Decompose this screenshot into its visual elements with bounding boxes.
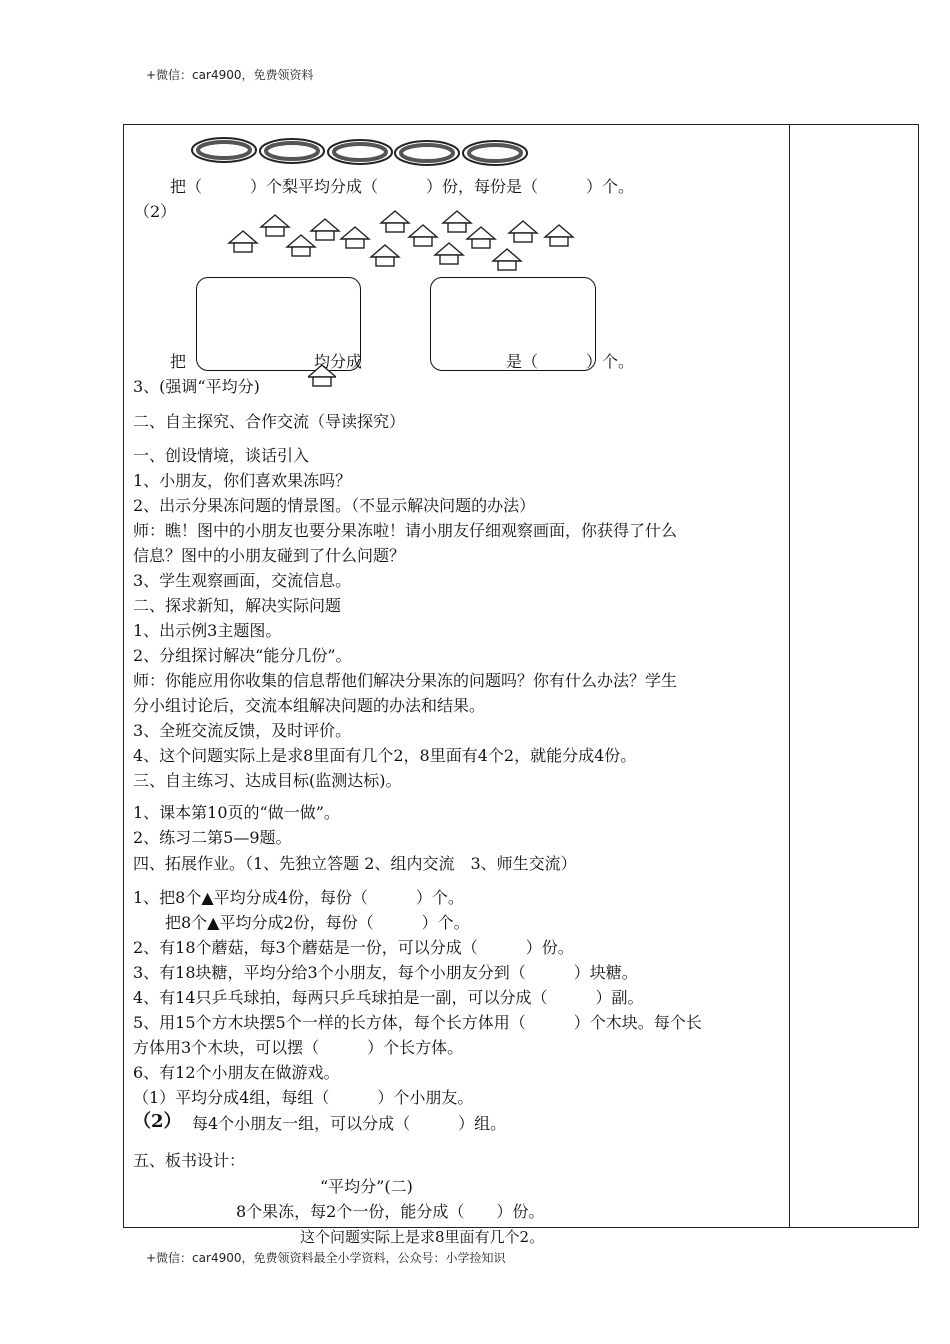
board-title: “平均分”(二) bbox=[320, 1177, 413, 1196]
page-header: +微信：car4900，免费领资料 bbox=[146, 68, 314, 82]
exercise-line: 5、用15个方木块摆5个一样的长方体，每个长方体用（ ）个木块。每个长 bbox=[133, 1013, 702, 1032]
exercise-line: 3、有18块糖，平均分给3个小朋友，每个小朋友分到（ ）块糖。 bbox=[133, 963, 638, 982]
exercise-line: 2、有18个蘑菇，每3个蘑菇是一份，可以分成（ ）份。 bbox=[133, 938, 574, 957]
houses-question: 把 均分成 是（ ）个。 bbox=[170, 352, 635, 371]
subsection-heading: 五、板书设计： bbox=[133, 1151, 246, 1170]
text-line: 3、全班交流反馈，及时评价。 bbox=[133, 721, 352, 740]
text-line: 3、学生观察画面，交流信息。 bbox=[133, 571, 352, 590]
board-line: 这个问题实际上是求8里面有几个2。 bbox=[300, 1228, 545, 1246]
pears-question: 把（ ）个梨平均分成（ ）份，每份是（ ）个。 bbox=[170, 177, 635, 196]
item-3: 3、(强调“平均分) bbox=[133, 377, 260, 396]
text-line: 1、出示例3主题图。 bbox=[133, 621, 282, 640]
text-line: 1、课本第10页的“做一做”。 bbox=[133, 803, 340, 822]
text-line: 2、出示分果冻问题的情景图。（不显示解决问题的办法） bbox=[133, 496, 536, 515]
exercise-label: （2） bbox=[133, 1111, 182, 1132]
board-line: 8个果冻，每2个一份，能分成（ ）份。 bbox=[236, 1202, 545, 1221]
text-line: 2、练习二第5—9题。 bbox=[133, 828, 292, 847]
plates-illustration bbox=[190, 134, 530, 174]
exercise-line: 方体用3个木块，可以摆（ ）个长方体。 bbox=[133, 1038, 464, 1057]
houses-illustration bbox=[225, 205, 585, 287]
text-line: 师：你能应用你收集的信息帮他们解决分果冻的问题吗？你有什么办法？学生 bbox=[133, 671, 678, 690]
text-line: 1、小朋友，你们喜欢果冻吗？ bbox=[133, 471, 352, 490]
subsection-heading: 四、拓展作业。（1、先独立答题 2、组内交流 3、师生交流） bbox=[133, 854, 577, 873]
text-line: 分小组讨论后，交流本组解决问题的办法和结果。 bbox=[133, 696, 486, 715]
table-column-divider bbox=[789, 124, 790, 1228]
text-line: 4、这个问题实际上是求8里面有几个2，8里面有4个2，就能分成4份。 bbox=[133, 746, 637, 765]
page-footer: +微信：car4900，免费领资料最全小学资料，公众号：小学捡知识 bbox=[146, 1251, 506, 1265]
section-heading-2: 二、自主探究、合作交流（导读探究） bbox=[133, 412, 406, 431]
exercise-line: 4、有14只乒乓球拍，每两只乒乓球拍是一副，可以分成（ ）副。 bbox=[133, 988, 644, 1007]
exercise-line: 每4个小朋友一组，可以分成（ ）组。 bbox=[192, 1114, 507, 1133]
subsection-heading: 一、创设情境，谈话引入 bbox=[133, 446, 310, 465]
subsection-heading: 三、自主练习、达成目标(监测达标)。 bbox=[133, 771, 402, 790]
text-line: 信息？图中的小朋友碰到了什么问题？ bbox=[133, 546, 406, 565]
exercise-line: 6、有12个小朋友在做游戏。 bbox=[133, 1063, 340, 1082]
text-line: 师：瞧！图中的小朋友也要分果冻啦！请小朋友仔细观察画面，你获得了什么 bbox=[133, 521, 678, 540]
exercise-line: 1、把8个▲平均分成4份，每份（ ）个。 bbox=[133, 888, 464, 907]
exercise-line: 把8个▲平均分成2份，每份（ ）个。 bbox=[133, 913, 470, 932]
item-label-2: （2） bbox=[134, 202, 177, 221]
text-line: 2、分组探讨解决“能分几份”。 bbox=[133, 646, 352, 665]
subsection-heading: 二、探求新知，解决实际问题 bbox=[133, 596, 342, 615]
exercise-line: （1）平均分成4组，每组（ ）个小朋友。 bbox=[133, 1088, 474, 1107]
